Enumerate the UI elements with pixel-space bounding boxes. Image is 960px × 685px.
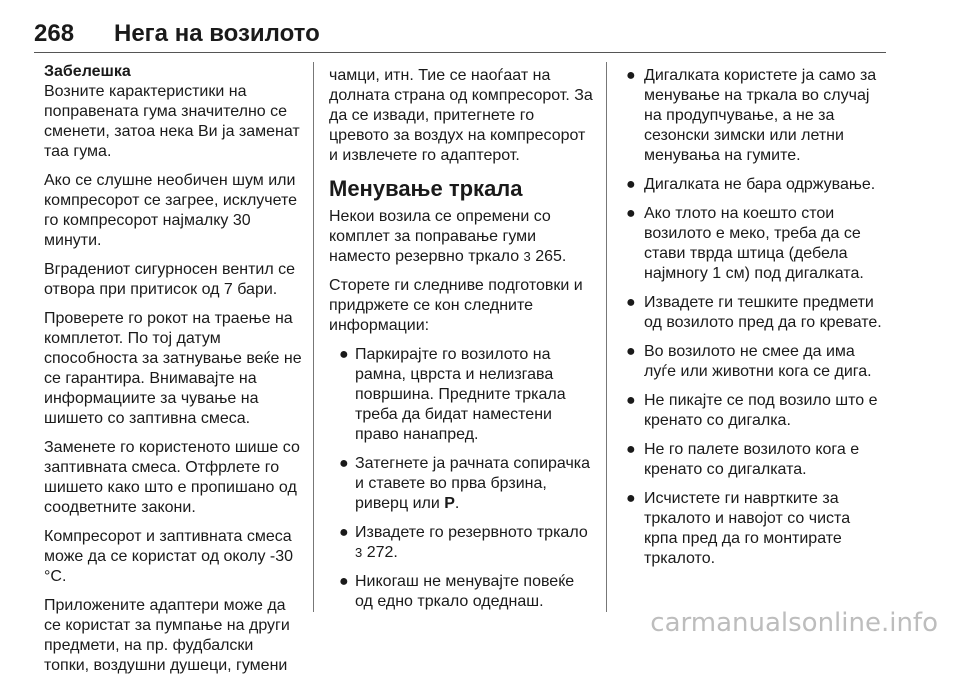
list-item-text: Ако тлото на коешто стои возилото е меко, треба да се стави тврда штица (дебела најмногу 1 см) под дигалката. xyxy=(644,205,864,282)
note-title: Забелешка xyxy=(44,63,131,80)
column-1 xyxy=(44,62,302,685)
paragraph xyxy=(329,207,595,267)
page-title: Нега на возилото xyxy=(114,20,320,47)
list-item-text: Паркирајте го возилото на рамна, цврста и нелизгава површина. Предните тркала треба да бидат наместени право нанапред. xyxy=(355,346,566,443)
list-item-text: Извадете ги тешките предмети од возилото пред да го кревате. xyxy=(644,294,882,331)
list-item-text: Дигалката не бара одржување. xyxy=(644,176,876,193)
intro-text: Некои возила се опремени со комплет за поправање гуми наместо резервно тркало xyxy=(329,208,551,265)
bullet-icon: ● xyxy=(626,392,636,409)
bullet-list xyxy=(329,345,595,612)
bullet-icon: ● xyxy=(626,490,636,507)
list-item xyxy=(620,66,886,166)
list-item-text: Исчистете ги навртките за тркалото и навојот со чиста крпа пред да го монтирате тркалото. xyxy=(644,490,851,567)
page-number: 268 xyxy=(34,20,75,47)
list-item xyxy=(620,293,886,333)
paragraph: Компресорот и заптивната смеса може да се користат од околу -30 °C. xyxy=(44,528,294,585)
column-divider-1 xyxy=(313,62,314,612)
paragraph: Ако се слушне необичен шум или компресорот се загрее, исклучете го компресорот најмалку 30 минути. xyxy=(44,172,298,249)
bullet-icon: ● xyxy=(626,205,636,222)
punctuation: . xyxy=(454,495,460,512)
list-item-text: Дигалката користете ја само за менување на тркала во случај на продупчување, а не за сезонски зимски или летни менувања на гумите. xyxy=(644,67,877,164)
column-divider-2 xyxy=(606,62,607,612)
list-item xyxy=(329,523,595,563)
header-rule xyxy=(34,52,886,53)
list-item xyxy=(620,391,886,431)
paragraph: Заменете го користеното шише со заптивната смеса. Отфрлете го шишето како што е пропишано од соодветните закони. xyxy=(44,439,300,516)
list-item-text: Никогаш не менувајте повеќе од едно тркало одеднаш. xyxy=(355,573,575,610)
list-item-text: Не го палете возилото кога е кренато со дигалката. xyxy=(644,441,860,478)
page-ref: 272. xyxy=(366,544,398,561)
bullet-icon: ● xyxy=(339,455,349,472)
list-item-text: Извадете го резервното тркало xyxy=(355,524,588,541)
list-item-text: Во возилото не смее да има луѓе или животни кога се дига. xyxy=(644,343,872,380)
section-heading: Менување тркала xyxy=(329,176,523,201)
page-ref: 265. xyxy=(535,248,567,265)
bullet-icon: ● xyxy=(626,176,636,193)
list-item xyxy=(620,204,886,284)
list-item-text: Не пикајте се под возило што е кренато со дигалка. xyxy=(644,392,878,429)
column-2 xyxy=(329,66,595,621)
list-item xyxy=(620,342,886,382)
paragraph: Сторете ги следниве подготовки и придржете се кон следните информации: xyxy=(329,277,583,334)
bullet-icon: ● xyxy=(339,346,349,363)
watermark: carmanualsonline.info xyxy=(650,608,938,638)
page-ref-arrow-icon: 3 xyxy=(523,249,531,264)
list-item xyxy=(329,345,595,445)
bullet-icon: ● xyxy=(339,573,349,590)
paragraph: чамци, итн. Тие се наоѓаат на долната страна од компресорот. За да се извади, притегнете го цревото за воздух на компресорот и извлечете го адаптерот. xyxy=(329,67,593,164)
column-3 xyxy=(620,66,886,578)
list-item xyxy=(329,572,595,612)
bullet-icon: ● xyxy=(626,343,636,360)
paragraph: Вградениот сигурносен вентил се отвора при притисок од 7 бари. xyxy=(44,261,296,298)
bullet-icon: ● xyxy=(339,524,349,541)
list-item-text: Затегнете ја рачната сопирачка и ставете во прва брзина, риверц или xyxy=(355,455,591,512)
gear-label: P xyxy=(444,495,455,512)
page-ref-arrow-icon: 3 xyxy=(355,545,363,560)
list-item xyxy=(329,454,595,514)
paragraph: Проверете го рокот на траење на комплетот. По тој датум способноста за затнување веќе не се гарантира. Внимавајте на информациите за чување на шишето со заптивна смеса. xyxy=(44,310,302,427)
bullet-icon: ● xyxy=(626,294,636,311)
list-item xyxy=(620,440,886,480)
bullet-icon: ● xyxy=(626,67,636,84)
paragraph: Возните карактеристики на поправената гума значително се сменети, затоа нека Ви ја заменат таа гума. xyxy=(44,83,300,160)
list-item xyxy=(620,489,886,569)
bullet-icon: ● xyxy=(626,441,636,458)
paragraph: Приложените адаптери може да се користат за пумпање на други предмети, на пр. фудбалски топки, воздушни душеци, гумени xyxy=(44,597,290,674)
list-item xyxy=(620,175,886,195)
bullet-list xyxy=(620,66,886,569)
